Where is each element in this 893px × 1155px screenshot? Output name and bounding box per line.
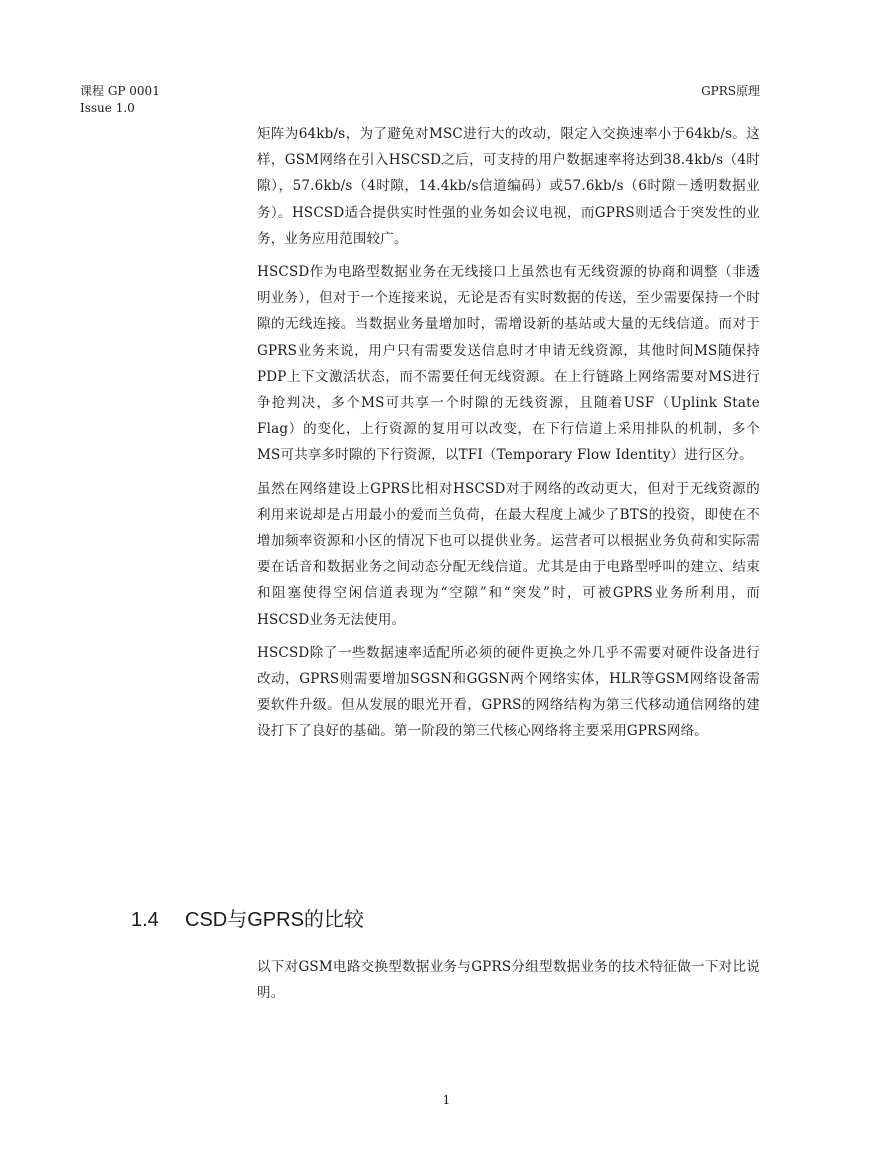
paragraph: 以下对GSM电路交换型数据业务与GPRS分组型数据业务的技术特征做一下对比说明。	[257, 959, 760, 1002]
section-title: CSD与GPRS的比较	[185, 909, 364, 931]
page-number: 1	[442, 1093, 451, 1107]
paragraph: HSCSD除了一些数据速率适配所必须的硬件更换之外几乎不需要对硬件设备进行改动，GPRS则需要增加SGSN和GGSN两个网络实体，HLR等GSM网络设备需要软件升级。但从发展的眼光开看，GPRS的网络结构为第三代移动通信网络的建设打下了良好的基础。第一阶段的第三代核心网络将主要采用GPRS网络。	[257, 644, 760, 740]
paragraph: 虽然在网络建设上GPRS比相对HSCSD对于网络的改动更大，但对于无线资源的利用来说却是占用最小的爱而兰负荷，在最大程度上减少了BTS的投资，即使在不增加频率资源和小区的情况下也可以提供业务。运营者可以根据业务负荷和实际需要在话音和数据业务之间动态分配无线信道。尤其是由于电路型呼叫的建立、结束和阻塞使得空闲信道表现为“空隙”和“突发”时，可被GPRS业务所利用，而HSCSD业务无法使用。	[257, 480, 760, 628]
paragraph: HSCSD作为电路型数据业务在无线接口上虽然也有无线资源的协商和调整（非透明业务），但对于一个连接来说，无论是否有实时数据的传送，至少需要保持一个时隙的无线连接。当数据业务量增加时，需增设新的基站或大量的无线信道。而对于GPRS业务来说，用户只有需要发送信息时才申请无线资源，其他时间MS随保持PDP上下文激活状态，而不需要任何无线资源。在上行链路上网络需要对MS进行争抢判决，多个MS可共享一个时隙的无线资源，且随着USF（Uplink State Flag）的变化，上行资源的复用可以改变，在下行信道上采用排队的机制，多个MS可共享多时隙的下行资源，以TFI（Temporary Flow Identity）进行区分。	[257, 264, 760, 464]
course-code: 课程 GP 0001	[80, 84, 160, 98]
body-text	[257, 121, 760, 752]
section-number: 1.4	[131, 909, 159, 931]
paragraph: 矩阵为64kb/s，为了避免对MSC进行大的改动，限定入交换速率小于64kb/s。这样，GSM网络在引入HSCSD之后，可支持的用户数据速率将达到38.4kb/s（4时隙），57.6kb/s（4时隙，14.4kb/s信道编码）或57.6kb/s（6时隙－透明数据业务）。HSCSD适合提供实时性强的业务如会议电视，而GPRS则适合于突发性的业务，业务应用范围较广。	[257, 126, 760, 247]
page-header-left	[80, 83, 160, 117]
issue-number: Issue 1.0	[80, 101, 135, 115]
document-title: GPRS原理	[701, 84, 760, 98]
section-heading	[131, 905, 364, 935]
section-body	[257, 954, 760, 1013]
